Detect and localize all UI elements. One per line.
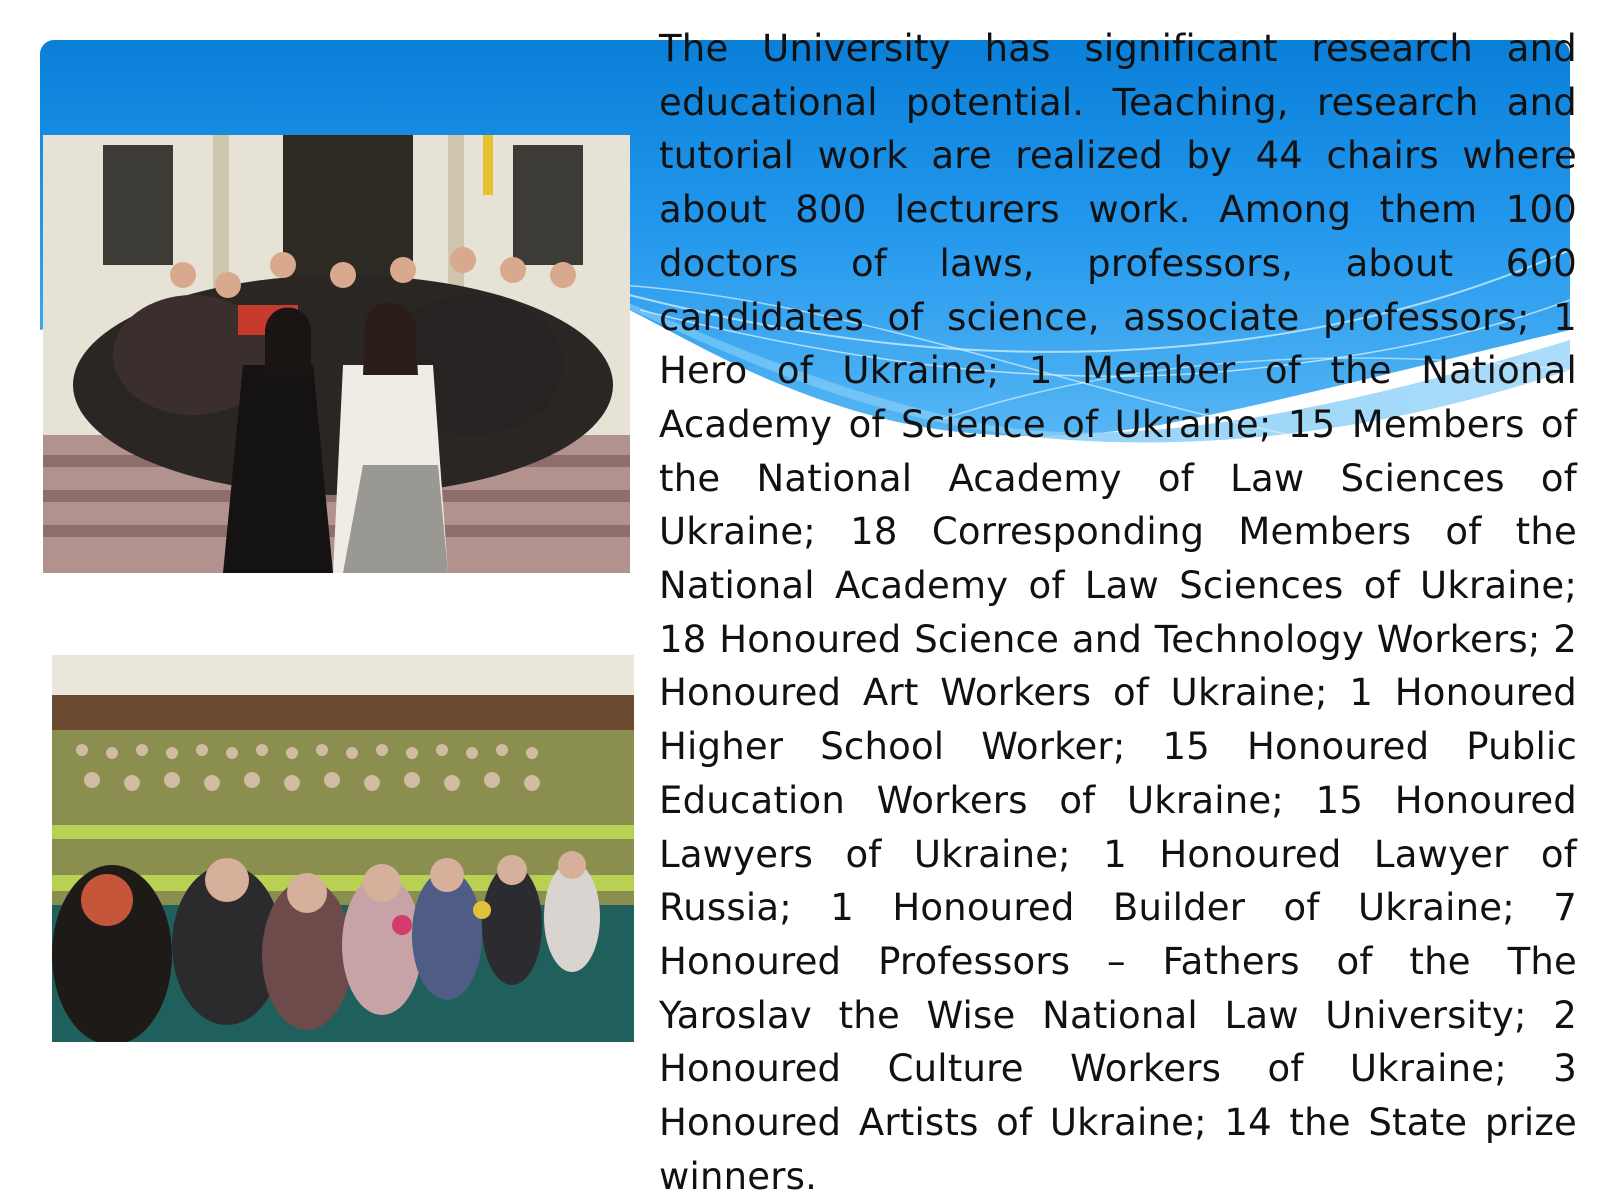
university-description-text: The University has significant research and educational potential. Teaching, research and tutorial work are realized by 44 chairs where about 800 lecturers work. Among them 100 doctors of laws, professors, about 600 candidates of science, associate professors; 1 Hero of Ukraine; 1 Member of the National Academy of Science of Ukraine; 15 Members of the National Academy of Law Sciences of Ukraine; 18 Corresponding Members of the National Academy of Law Sciences of Ukraine; 18 Honoured Science and Technology Workers; 2 Honoured Art Workers of Ukraine; 1 Honoured Higher School Worker; 15 Honoured Public Education Workers of Ukraine; 15 Honoured Lawyers of Ukraine; 1 Honoured Lawyer of Russia; 1 Honoured Builder of Ukraine; 7 Honoured Professors – Fathers of the The Yaroslav the Wise National Law University; 2 Honoured Culture Workers of Ukraine; 3 Honoured Artists of Ukraine; 14 the State prize winners. (659, 27, 1577, 1198)
students-group-photo (43, 135, 630, 573)
auditorium-photo (52, 655, 634, 1042)
